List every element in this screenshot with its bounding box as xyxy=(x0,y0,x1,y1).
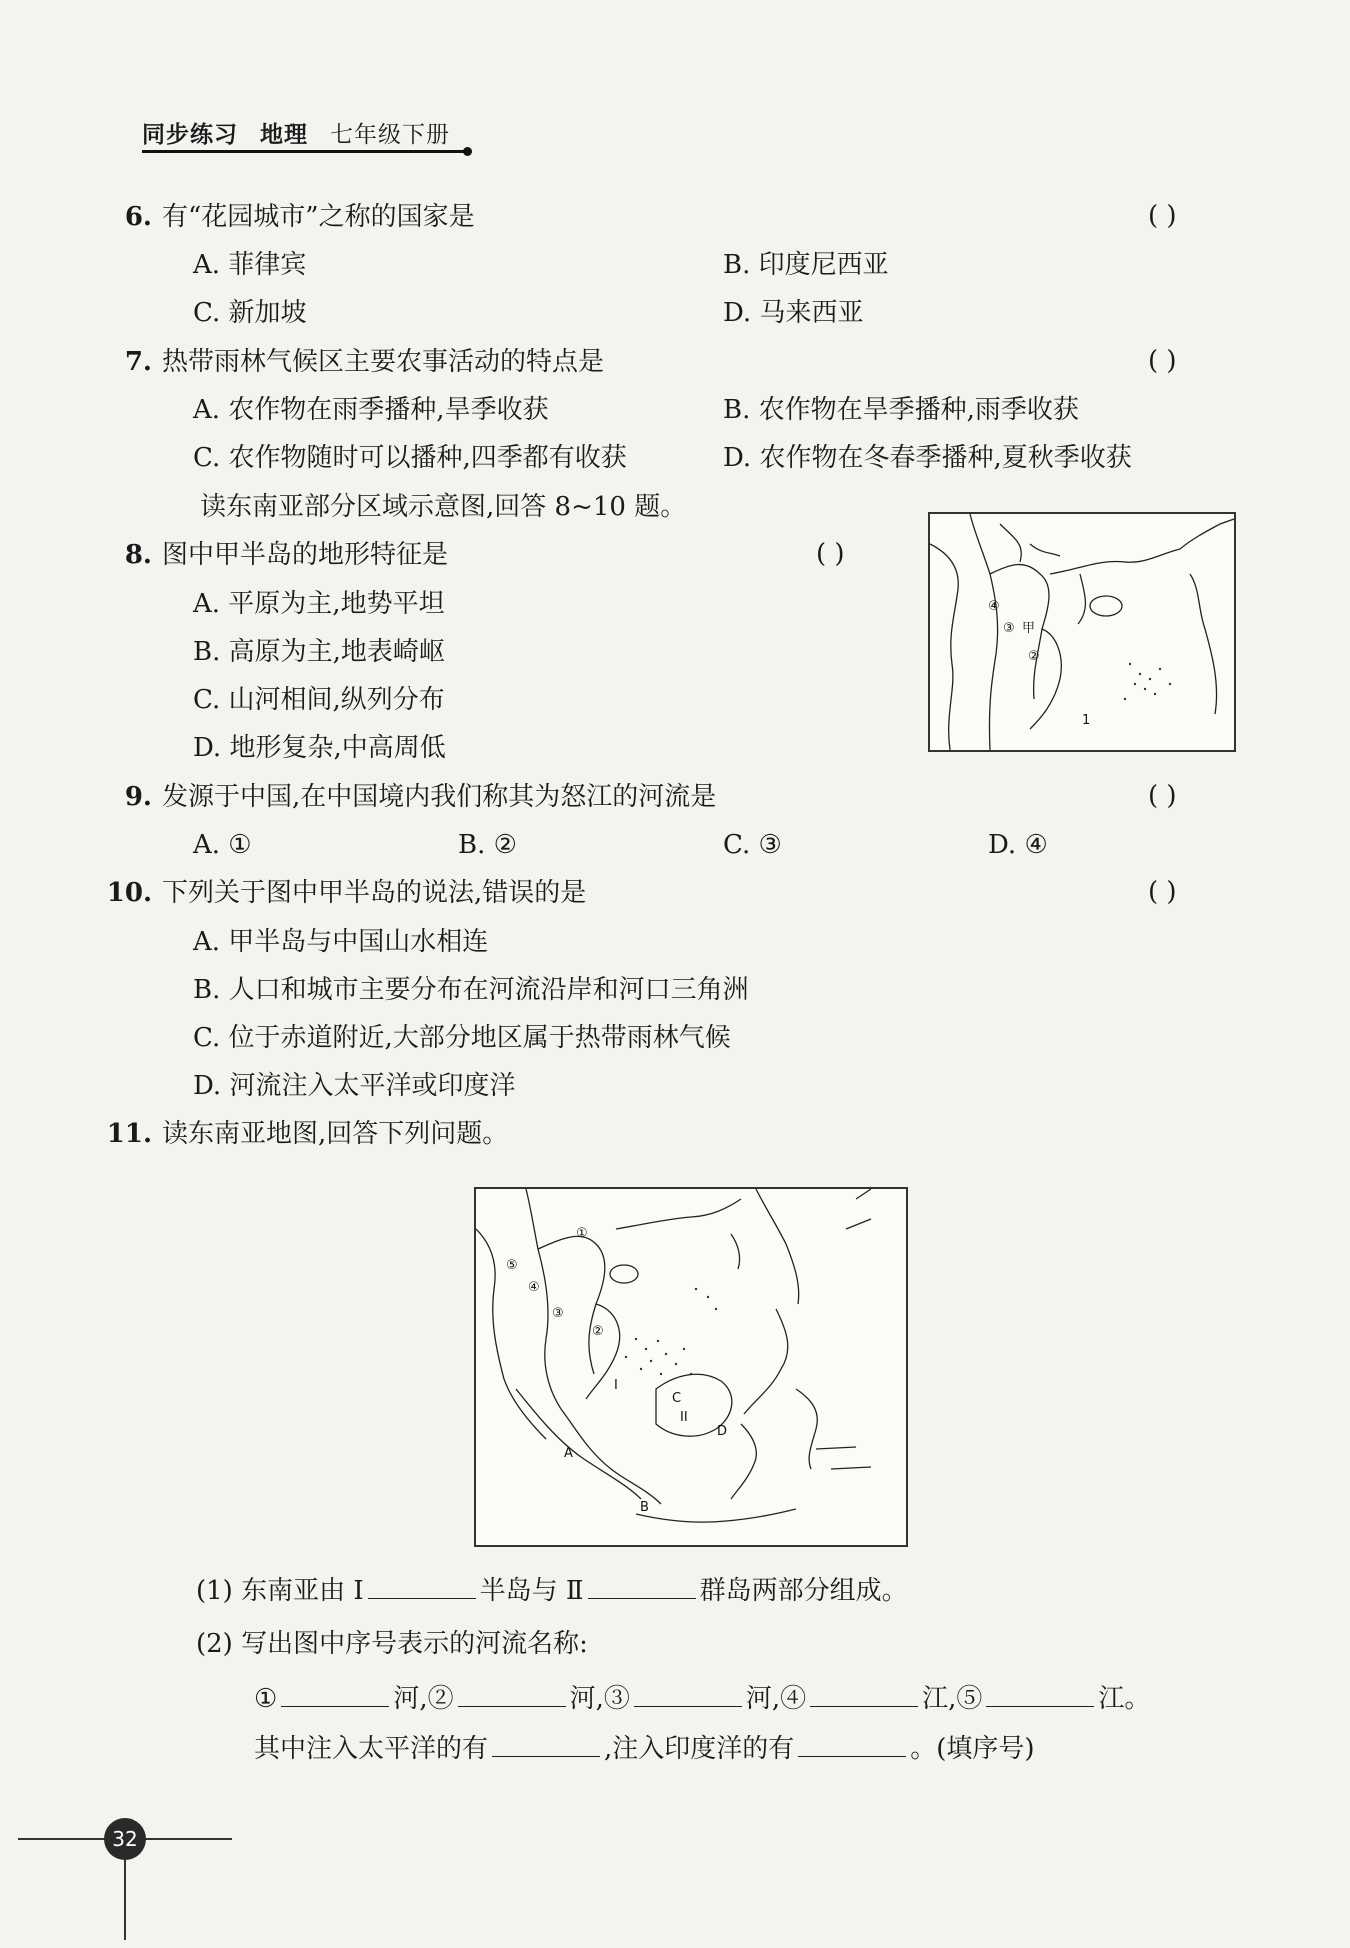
q10-option-a[interactable]: A. 甲半岛与中国山水相连 xyxy=(193,927,489,957)
q10-option-c[interactable]: C. 位于赤道附近,大部分地区属于热带雨林气候 xyxy=(193,1023,731,1053)
q9-option-b[interactable]: B. ② xyxy=(458,830,517,860)
q9-option-c[interactable]: C. ③ xyxy=(723,830,782,860)
blank-river-2[interactable] xyxy=(458,1682,566,1707)
answer-bracket-6[interactable]: ( ) xyxy=(1148,201,1177,231)
map-label-A: A xyxy=(564,1446,573,1461)
blank-pacific[interactable] xyxy=(492,1732,600,1757)
q7-option-c[interactable]: C. 农作物随时可以播种,四季都有收获 xyxy=(193,443,627,473)
blank-river-4[interactable] xyxy=(810,1682,918,1707)
map-label-II: II xyxy=(680,1410,688,1425)
question-7-stem: 7. 热带雨林气候区主要农事活动的特点是 xyxy=(124,347,605,377)
question-9-stem: 9. 发源于中国,在中国境内我们称其为怒江的河流是 xyxy=(124,782,717,812)
map-label-5: ⑤ xyxy=(506,1258,518,1273)
blank-river-1[interactable] xyxy=(281,1682,389,1707)
q9-option-a[interactable]: A. ① xyxy=(193,830,252,860)
q6-option-c[interactable]: C. 新加坡 xyxy=(193,298,307,328)
answer-bracket-10[interactable]: ( ) xyxy=(1148,877,1177,907)
q8-option-c[interactable]: C. 山河相间,纵列分布 xyxy=(193,685,445,715)
q6-option-a[interactable]: A. 菲律宾 xyxy=(193,250,307,280)
map-label-4: ④ xyxy=(528,1280,540,1295)
blank-river-5[interactable] xyxy=(986,1682,1094,1707)
q11-part2-rivers: ① 河,② 河,③ 河,④ 江,⑤ 江。 xyxy=(254,1684,1151,1714)
intro-8-10: 读东南亚部分区域示意图,回答 8~10 题。 xyxy=(200,492,687,522)
map-label-D: D xyxy=(717,1424,728,1439)
small-map-label-4: ④ xyxy=(988,599,1000,614)
blank-archipelago[interactable] xyxy=(588,1574,696,1599)
small-map-label-3: ③ xyxy=(1003,621,1015,636)
map-label-B: B xyxy=(640,1500,649,1515)
page-header xyxy=(142,116,472,149)
q9-option-d[interactable]: D. ④ xyxy=(988,830,1048,860)
q6-option-d[interactable]: D. 马来西亚 xyxy=(723,298,864,328)
q10-option-b[interactable]: B. 人口和城市主要分布在河流沿岸和河口三角洲 xyxy=(193,975,749,1005)
blank-indian[interactable] xyxy=(798,1732,906,1757)
header-dot xyxy=(463,147,472,156)
map-label-I: I xyxy=(614,1378,618,1393)
map-label-1: ① xyxy=(576,1226,588,1241)
q6-option-b[interactable]: B. 印度尼西亚 xyxy=(723,250,889,280)
subject-title: 地理 xyxy=(260,122,308,148)
map-label-3: ③ xyxy=(552,1306,564,1321)
footer-vertical-rule xyxy=(124,1860,126,1940)
small-map-label-1: 1 xyxy=(1082,713,1091,728)
q7-option-d[interactable]: D. 农作物在冬春季播种,夏秋季收获 xyxy=(723,443,1132,473)
q11-part1: (1) 东南亚由 Ⅰ 半岛与 Ⅱ 群岛两部分组成。 xyxy=(196,1576,908,1606)
blank-peninsula[interactable] xyxy=(368,1574,476,1599)
small-map-label-jia: 甲 xyxy=(1022,621,1036,636)
question-11-stem: 11. 读东南亚地图,回答下列问题。 xyxy=(106,1119,509,1149)
header-rule xyxy=(142,150,470,153)
q8-option-d[interactable]: D. 地形复杂,中高周低 xyxy=(193,733,446,763)
question-8-stem: 8. 图中甲半岛的地形特征是 xyxy=(124,540,449,570)
small-map-label-2: ② xyxy=(1028,649,1040,664)
small-map-drawing xyxy=(930,514,1234,750)
large-map-drawing xyxy=(476,1189,906,1545)
map-label-2: ② xyxy=(592,1324,604,1339)
answer-bracket-9[interactable]: ( ) xyxy=(1148,781,1177,811)
answer-bracket-7[interactable]: ( ) xyxy=(1148,346,1177,376)
small-map xyxy=(928,512,1236,752)
question-10-stem: 10. 下列关于图中甲半岛的说法,错误的是 xyxy=(106,878,587,908)
blank-river-3[interactable] xyxy=(634,1682,742,1707)
page-number: 32 xyxy=(104,1818,146,1860)
q7-option-b[interactable]: B. 农作物在旱季播种,雨季收获 xyxy=(723,395,1079,425)
q11-part2-oceans: 其中注入太平洋的有 ,注入印度洋的有 。(填序号) xyxy=(254,1734,1035,1764)
grade-title: 七年级下册 xyxy=(330,122,450,148)
q11-part2-title: (2) 写出图中序号表示的河流名称: xyxy=(196,1629,588,1659)
question-6-stem: 6. 有“花园城市”之称的国家是 xyxy=(124,202,475,232)
q7-option-a[interactable]: A. 农作物在雨季播种,旱季收获 xyxy=(193,395,549,425)
q8-option-b[interactable]: B. 高原为主,地表崎岖 xyxy=(193,637,445,667)
q8-option-a[interactable]: A. 平原为主,地势平坦 xyxy=(193,589,445,619)
map-label-C: C xyxy=(672,1391,682,1406)
q10-option-d[interactable]: D. 河流注入太平洋或印度洋 xyxy=(193,1071,516,1101)
southeast-asia-map xyxy=(474,1187,908,1547)
series-title: 同步练习 xyxy=(142,122,238,148)
answer-bracket-8[interactable]: ( ) xyxy=(816,539,845,569)
